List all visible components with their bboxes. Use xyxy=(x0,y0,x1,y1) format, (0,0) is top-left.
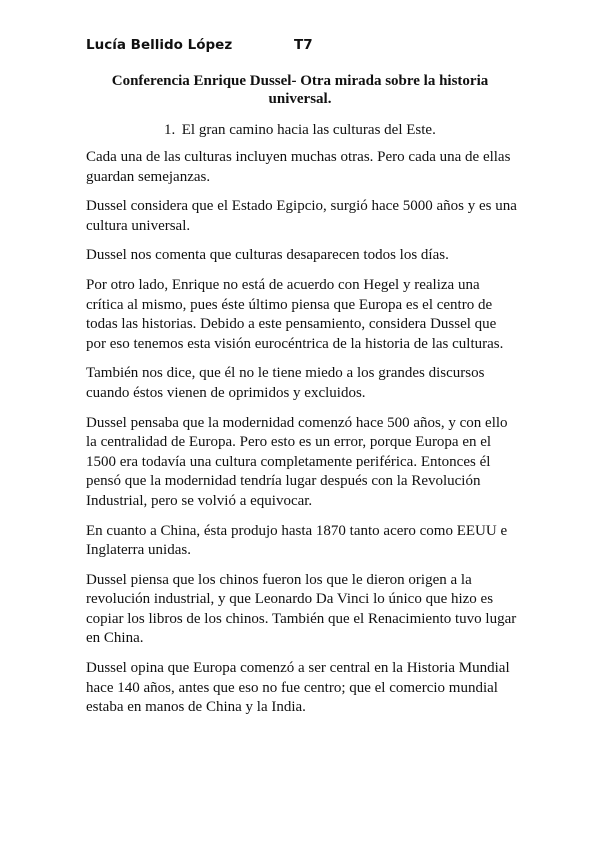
paragraph: Dussel opina que Europa comenzó a ser central en la Historia Mundial hace 140 años, antes que eso no fue centro; que el comercio mundial estaba en manos de China y la India. xyxy=(86,660,510,716)
paragraph: Dussel nos comenta que culturas desaparecen todos los días. xyxy=(86,247,449,264)
paragraph: Dussel considera que el Estado Egipcio, surgió hace 5000 años y es una cultura universal. xyxy=(86,198,517,234)
section-title: El gran camino hacia las culturas del Este. xyxy=(181,122,436,138)
paragraph: También nos dice, que él no le tiene miedo a los grandes discursos cuando éstos vienen de oprimidos y excluidos. xyxy=(86,365,485,401)
assignment-tag: T7 xyxy=(294,37,313,53)
paragraph: Dussel pensaba que la modernidad comenzó hace 500 años, y con ello la centralidad de Europa. Pero esto es un error, porque Europa en el 1500 era todavía una cultura completamente periférica. Entonces él pensó que la modernidad tendría lugar después con la Revolución Industrial, pero se volvió a equivocar. xyxy=(86,414,508,509)
paragraph: Por otro lado, Enrique no está de acuerdo con Hegel y realiza una crítica al mismo, pues éste último piensa que Europa es el centro de todas las historias. Debido a este pensamiento, considera Dussel que por eso tenemos esta visión eurocéntrica de la historia de las culturas. xyxy=(86,276,504,352)
paragraph: En cuanto a China, ésta produjo hasta 1870 tanto acero como EEUU e Inglaterra unidas. xyxy=(86,522,508,559)
body-text xyxy=(86,148,518,728)
document-title: Conferencia Enrique Dussel- Otra mirada sobre la historia universal. xyxy=(111,73,489,107)
document-header xyxy=(86,37,516,55)
section-number: 1. xyxy=(164,122,176,138)
paragraph: Cada una de las culturas incluyen muchas otras. Pero cada una de ellas guardan semejanzas. xyxy=(86,149,511,185)
section-heading xyxy=(164,121,436,139)
author-name: Lucía Bellido López xyxy=(86,37,233,53)
paragraph: Dussel piensa que los chinos fueron los que le dieron origen a la revolución industrial, y que Leonardo Da Vinci lo único que hizo es copiar los libros de los chinos. También que el Renacimiento tuvo lugar en China. xyxy=(86,571,517,647)
